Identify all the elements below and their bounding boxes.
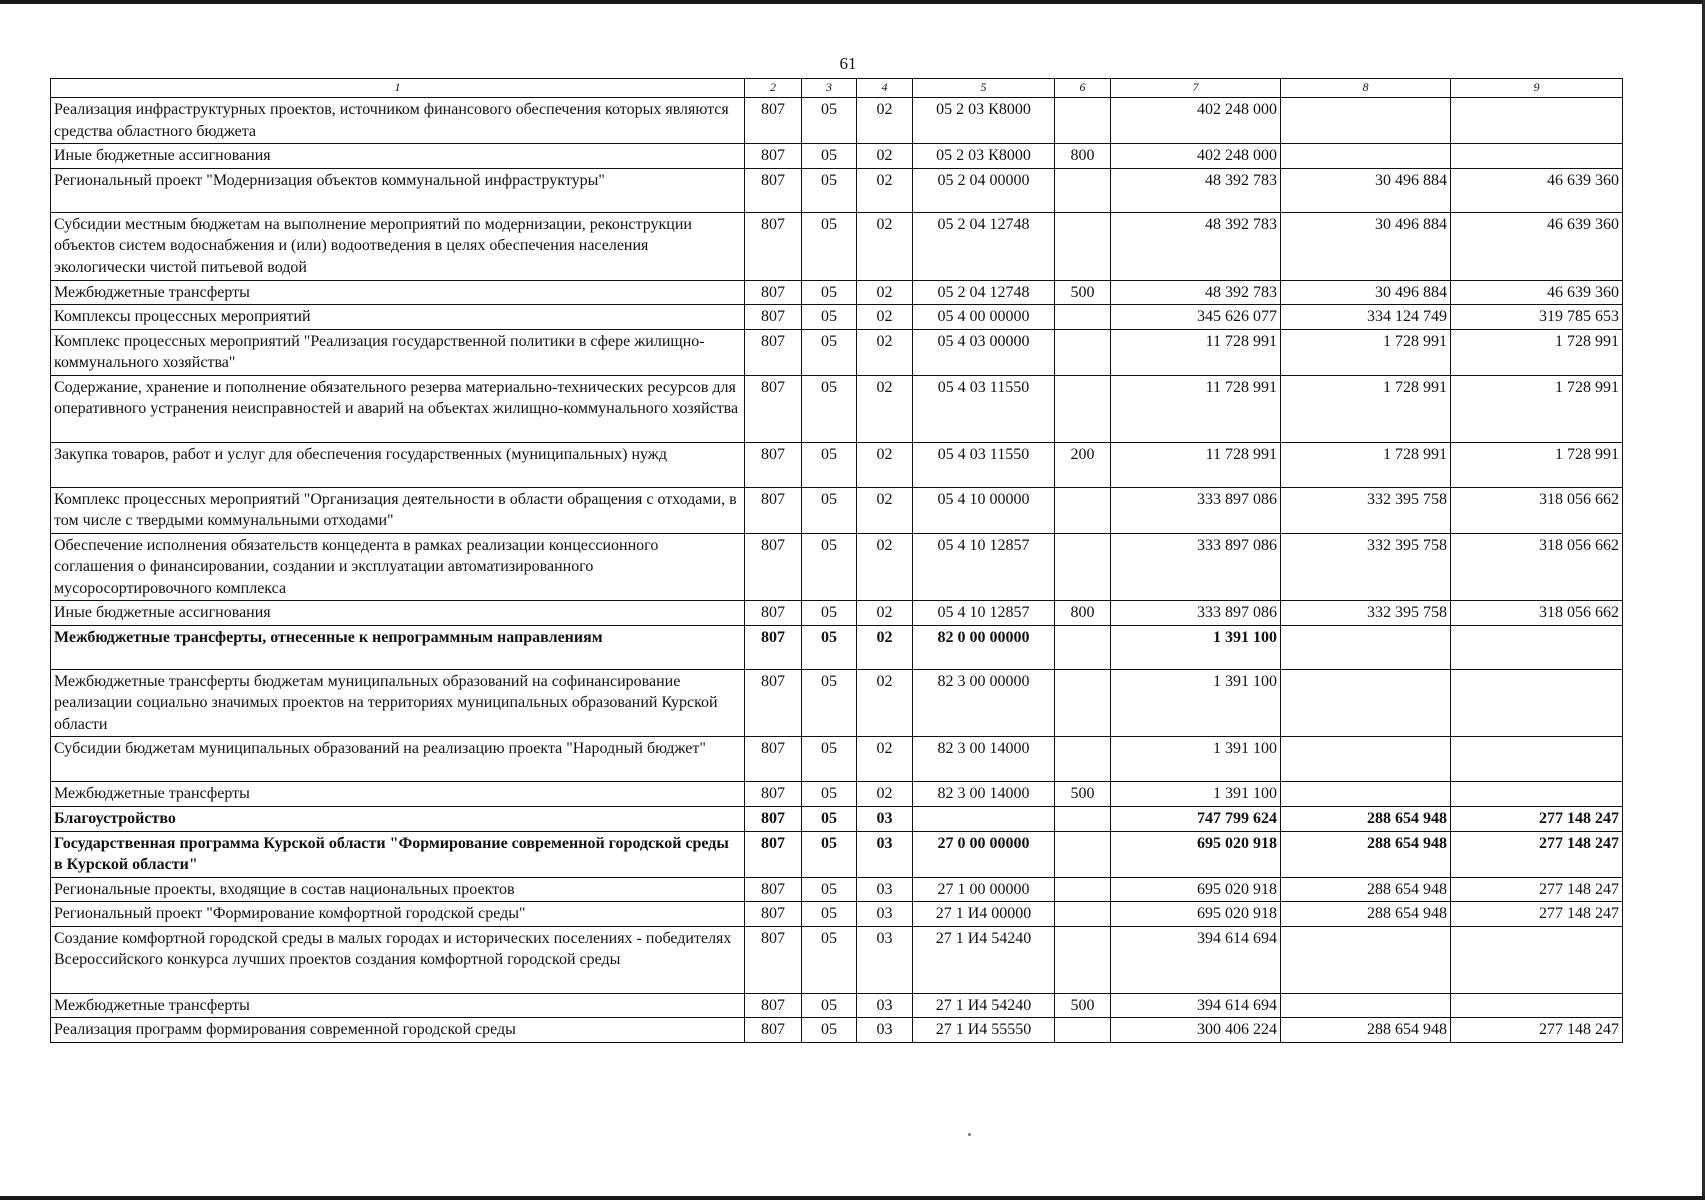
amount-year-1: 695 020 918 xyxy=(1111,831,1281,877)
row-name: Межбюджетные трансферты, отнесенные к непрограммным направлениям xyxy=(51,625,745,669)
admin-code: 807 xyxy=(745,782,802,807)
row-name: Содержание, хранение и пополнение обязательного резерва материально-технических ресурсов для оперативного устранения неисправностей и аварий на объектах жилищно-коммунального хозяйства xyxy=(51,375,745,442)
target-article-code: 05 4 10 00000 xyxy=(913,487,1055,533)
table-row xyxy=(51,98,1623,144)
subsection-code: 02 xyxy=(857,487,913,533)
expense-type-code xyxy=(1055,877,1111,902)
amount-year-1: 11 728 991 xyxy=(1111,329,1281,375)
expense-type-code xyxy=(1055,806,1111,831)
amount-year-2 xyxy=(1281,926,1451,993)
target-article-code: 27 0 00 00000 xyxy=(913,831,1055,877)
admin-code: 807 xyxy=(745,98,802,144)
column-number: 4 xyxy=(857,79,913,98)
target-article-code: 05 4 03 11550 xyxy=(913,375,1055,442)
amount-year-3: 1 728 991 xyxy=(1451,375,1623,442)
amount-year-2: 30 496 884 xyxy=(1281,280,1451,305)
row-name: Обеспечение исполнения обязательств концедента в рамках реализации концессионного соглашения о финансировании, создании и эксплуатации автоматизированного мусоросортировочного комплекса xyxy=(51,533,745,601)
scan-speck xyxy=(968,1133,971,1136)
row-name: Иные бюджетные ассигнования xyxy=(51,601,745,626)
section-code: 05 xyxy=(802,831,857,877)
amount-year-1: 11 728 991 xyxy=(1111,375,1281,442)
admin-code: 807 xyxy=(745,806,802,831)
admin-code: 807 xyxy=(745,280,802,305)
section-code: 05 xyxy=(802,926,857,993)
column-number: 2 xyxy=(745,79,802,98)
column-number-row xyxy=(51,79,1623,98)
amount-year-3: 318 056 662 xyxy=(1451,533,1623,601)
admin-code: 807 xyxy=(745,487,802,533)
column-number: 8 xyxy=(1281,79,1451,98)
target-article-code: 27 1 И4 54240 xyxy=(913,926,1055,993)
amount-year-3: 1 728 991 xyxy=(1451,442,1623,487)
amount-year-2 xyxy=(1281,669,1451,737)
amount-year-1: 695 020 918 xyxy=(1111,902,1281,927)
target-article-code: 05 2 04 00000 xyxy=(913,168,1055,212)
row-name: Межбюджетные трансферты xyxy=(51,782,745,807)
section-code: 05 xyxy=(802,329,857,375)
amount-year-1: 394 614 694 xyxy=(1111,993,1281,1018)
target-article-code: 05 2 04 12748 xyxy=(913,280,1055,305)
scan-edge-bottom xyxy=(0,1196,1705,1200)
subsection-code: 03 xyxy=(857,926,913,993)
amount-year-2: 288 654 948 xyxy=(1281,902,1451,927)
target-article-code: 05 2 03 К8000 xyxy=(913,144,1055,169)
table-row xyxy=(51,669,1623,737)
amount-year-3: 277 148 247 xyxy=(1451,902,1623,927)
section-code: 05 xyxy=(802,877,857,902)
subsection-code: 02 xyxy=(857,737,913,782)
subsection-code: 02 xyxy=(857,782,913,807)
amount-year-2: 288 654 948 xyxy=(1281,806,1451,831)
section-code: 05 xyxy=(802,806,857,831)
table-row xyxy=(51,806,1623,831)
expense-type-code xyxy=(1055,926,1111,993)
admin-code: 807 xyxy=(745,144,802,169)
amount-year-1: 402 248 000 xyxy=(1111,144,1281,169)
amount-year-1: 333 897 086 xyxy=(1111,487,1281,533)
target-article-code: 05 4 03 11550 xyxy=(913,442,1055,487)
subsection-code: 03 xyxy=(857,831,913,877)
target-article-code: 82 3 00 14000 xyxy=(913,737,1055,782)
expense-type-code xyxy=(1055,1018,1111,1043)
admin-code: 807 xyxy=(745,305,802,330)
subsection-code: 02 xyxy=(857,168,913,212)
amount-year-2: 1 728 991 xyxy=(1281,329,1451,375)
row-name: Субсидии бюджетам муниципальных образований на реализацию проекта "Народный бюджет" xyxy=(51,737,745,782)
subsection-code: 03 xyxy=(857,1018,913,1043)
amount-year-2: 30 496 884 xyxy=(1281,168,1451,212)
expense-type-code: 800 xyxy=(1055,144,1111,169)
amount-year-1: 11 728 991 xyxy=(1111,442,1281,487)
subsection-code: 02 xyxy=(857,98,913,144)
column-number: 3 xyxy=(802,79,857,98)
subsection-code: 03 xyxy=(857,902,913,927)
amount-year-3: 277 148 247 xyxy=(1451,1018,1623,1043)
target-article-code: 05 4 10 12857 xyxy=(913,601,1055,626)
expense-type-code xyxy=(1055,168,1111,212)
expense-type-code: 200 xyxy=(1055,442,1111,487)
subsection-code: 02 xyxy=(857,305,913,330)
target-article-code: 05 2 03 К8000 xyxy=(913,98,1055,144)
amount-year-3 xyxy=(1451,669,1623,737)
section-code: 05 xyxy=(802,601,857,626)
table-row xyxy=(51,601,1623,626)
amount-year-3 xyxy=(1451,144,1623,169)
table-row xyxy=(51,375,1623,442)
admin-code: 807 xyxy=(745,442,802,487)
expense-type-code: 500 xyxy=(1055,782,1111,807)
amount-year-3: 277 148 247 xyxy=(1451,877,1623,902)
admin-code: 807 xyxy=(745,212,802,280)
amount-year-3 xyxy=(1451,737,1623,782)
section-code: 05 xyxy=(802,1018,857,1043)
table-row xyxy=(51,144,1623,169)
column-number: 1 xyxy=(51,79,745,98)
amount-year-2: 332 395 758 xyxy=(1281,487,1451,533)
admin-code: 807 xyxy=(745,669,802,737)
target-article-code xyxy=(913,806,1055,831)
amount-year-2: 332 395 758 xyxy=(1281,601,1451,626)
section-code: 05 xyxy=(802,442,857,487)
amount-year-2: 288 654 948 xyxy=(1281,1018,1451,1043)
subsection-code: 03 xyxy=(857,806,913,831)
target-article-code: 05 4 03 00000 xyxy=(913,329,1055,375)
subsection-code: 02 xyxy=(857,669,913,737)
column-number: 5 xyxy=(913,79,1055,98)
section-code: 05 xyxy=(802,993,857,1018)
row-name: Межбюджетные трансферты xyxy=(51,280,745,305)
row-name: Реализация программ формирования современной городской среды xyxy=(51,1018,745,1043)
subsection-code: 02 xyxy=(857,625,913,669)
admin-code: 807 xyxy=(745,375,802,442)
table-body xyxy=(51,79,1623,1043)
subsection-code: 02 xyxy=(857,375,913,442)
subsection-code: 02 xyxy=(857,329,913,375)
admin-code: 807 xyxy=(745,625,802,669)
subsection-code: 02 xyxy=(857,280,913,305)
row-name: Государственная программа Курской области "Формирование современной городской среды в Курской области" xyxy=(51,831,745,877)
amount-year-3 xyxy=(1451,98,1623,144)
subsection-code: 03 xyxy=(857,877,913,902)
table-row xyxy=(51,625,1623,669)
table-row xyxy=(51,212,1623,280)
row-name: Региональные проекты, входящие в состав национальных проектов xyxy=(51,877,745,902)
expense-type-code: 800 xyxy=(1055,601,1111,626)
amount-year-2: 332 395 758 xyxy=(1281,533,1451,601)
amount-year-3: 277 148 247 xyxy=(1451,806,1623,831)
amount-year-1: 695 020 918 xyxy=(1111,877,1281,902)
table-row xyxy=(51,737,1623,782)
column-number: 7 xyxy=(1111,79,1281,98)
admin-code: 807 xyxy=(745,902,802,927)
target-article-code: 27 1 00 00000 xyxy=(913,877,1055,902)
section-code: 05 xyxy=(802,212,857,280)
row-name: Благоустройство xyxy=(51,806,745,831)
expense-type-code: 500 xyxy=(1055,993,1111,1018)
amount-year-2 xyxy=(1281,737,1451,782)
amount-year-1: 333 897 086 xyxy=(1111,533,1281,601)
subsection-code: 02 xyxy=(857,601,913,626)
amount-year-2: 1 728 991 xyxy=(1281,375,1451,442)
table-row xyxy=(51,877,1623,902)
expense-type-code xyxy=(1055,902,1111,927)
amount-year-3: 1 728 991 xyxy=(1451,329,1623,375)
amount-year-2 xyxy=(1281,993,1451,1018)
row-name: Комплекс процессных мероприятий "Реализация государственной политики в сфере жилищно-коммунального хозяйства" xyxy=(51,329,745,375)
amount-year-1: 48 392 783 xyxy=(1111,168,1281,212)
section-code: 05 xyxy=(802,144,857,169)
admin-code: 807 xyxy=(745,601,802,626)
section-code: 05 xyxy=(802,487,857,533)
amount-year-3: 319 785 653 xyxy=(1451,305,1623,330)
amount-year-1: 1 391 100 xyxy=(1111,782,1281,807)
admin-code: 807 xyxy=(745,737,802,782)
row-name: Комплексы процессных мероприятий xyxy=(51,305,745,330)
row-name: Создание комфортной городской среды в малых городах и исторических поселениях - победителях Всероссийского конкурса лучших проектов создания комфортной городской среды xyxy=(51,926,745,993)
amount-year-1: 1 391 100 xyxy=(1111,669,1281,737)
expense-type-code xyxy=(1055,98,1111,144)
subsection-code: 02 xyxy=(857,144,913,169)
subsection-code: 03 xyxy=(857,993,913,1018)
amount-year-3 xyxy=(1451,993,1623,1018)
expense-type-code xyxy=(1055,305,1111,330)
table-row xyxy=(51,782,1623,807)
table-row xyxy=(51,1018,1623,1043)
row-name: Субсидии местным бюджетам на выполнение мероприятий по модернизации, реконструкции объектов систем водоснабжения и (или) водоотведения в целях обеспечения населения экологически чистой питьевой водой xyxy=(51,212,745,280)
target-article-code: 27 1 И4 55550 xyxy=(913,1018,1055,1043)
section-code: 05 xyxy=(802,782,857,807)
expense-type-code xyxy=(1055,669,1111,737)
target-article-code: 05 2 04 12748 xyxy=(913,212,1055,280)
row-name: Региональный проект "Модернизация объектов коммунальной инфраструктуры" xyxy=(51,168,745,212)
admin-code: 807 xyxy=(745,533,802,601)
amount-year-2 xyxy=(1281,782,1451,807)
target-article-code: 27 1 И4 54240 xyxy=(913,993,1055,1018)
column-number: 6 xyxy=(1055,79,1111,98)
amount-year-1: 345 626 077 xyxy=(1111,305,1281,330)
expense-type-code: 500 xyxy=(1055,280,1111,305)
row-name: Закупка товаров, работ и услуг для обеспечения государственных (муниципальных) нужд xyxy=(51,442,745,487)
table-row xyxy=(51,305,1623,330)
table-row xyxy=(51,533,1623,601)
table-row xyxy=(51,329,1623,375)
expense-type-code xyxy=(1055,375,1111,442)
section-code: 05 xyxy=(802,305,857,330)
table-row xyxy=(51,487,1623,533)
row-name: Реализация инфраструктурных проектов, источником финансового обеспечения которых являются средства областного бюджета xyxy=(51,98,745,144)
expense-type-code xyxy=(1055,533,1111,601)
admin-code: 807 xyxy=(745,831,802,877)
amount-year-1: 402 248 000 xyxy=(1111,98,1281,144)
table-row xyxy=(51,926,1623,993)
amount-year-1: 300 406 224 xyxy=(1111,1018,1281,1043)
page-number: 61 xyxy=(839,54,857,73)
admin-code: 807 xyxy=(745,168,802,212)
table-row xyxy=(51,280,1623,305)
amount-year-2: 1 728 991 xyxy=(1281,442,1451,487)
amount-year-3 xyxy=(1451,782,1623,807)
admin-code: 807 xyxy=(745,877,802,902)
budget-table xyxy=(50,78,1623,1043)
amount-year-1: 394 614 694 xyxy=(1111,926,1281,993)
amount-year-1: 747 799 624 xyxy=(1111,806,1281,831)
amount-year-3 xyxy=(1451,625,1623,669)
amount-year-3: 46 639 360 xyxy=(1451,280,1623,305)
amount-year-3: 318 056 662 xyxy=(1451,601,1623,626)
expense-type-code xyxy=(1055,487,1111,533)
target-article-code: 05 4 00 00000 xyxy=(913,305,1055,330)
target-article-code: 82 3 00 14000 xyxy=(913,782,1055,807)
table-row xyxy=(51,168,1623,212)
admin-code: 807 xyxy=(745,993,802,1018)
table-row xyxy=(51,993,1623,1018)
admin-code: 807 xyxy=(745,329,802,375)
amount-year-1: 1 391 100 xyxy=(1111,625,1281,669)
row-name: Комплекс процессных мероприятий "Организация деятельности в области обращения с отходами, в том числе с твердыми коммунальными отходами" xyxy=(51,487,745,533)
amount-year-2: 288 654 948 xyxy=(1281,877,1451,902)
amount-year-2 xyxy=(1281,144,1451,169)
target-article-code: 82 3 00 00000 xyxy=(913,669,1055,737)
amount-year-1: 333 897 086 xyxy=(1111,601,1281,626)
table-row xyxy=(51,442,1623,487)
amount-year-2 xyxy=(1281,98,1451,144)
expense-type-code xyxy=(1055,329,1111,375)
section-code: 05 xyxy=(802,533,857,601)
amount-year-3: 318 056 662 xyxy=(1451,487,1623,533)
section-code: 05 xyxy=(802,375,857,442)
expense-type-code xyxy=(1055,212,1111,280)
amount-year-1: 48 392 783 xyxy=(1111,280,1281,305)
subsection-code: 02 xyxy=(857,212,913,280)
subsection-code: 02 xyxy=(857,533,913,601)
amount-year-2: 288 654 948 xyxy=(1281,831,1451,877)
expense-type-code xyxy=(1055,737,1111,782)
section-code: 05 xyxy=(802,902,857,927)
expense-type-code xyxy=(1055,831,1111,877)
section-code: 05 xyxy=(802,280,857,305)
target-article-code: 27 1 И4 00000 xyxy=(913,902,1055,927)
section-code: 05 xyxy=(802,98,857,144)
target-article-code: 05 4 10 12857 xyxy=(913,533,1055,601)
amount-year-3: 277 148 247 xyxy=(1451,831,1623,877)
expense-type-code xyxy=(1055,625,1111,669)
amount-year-2: 334 124 749 xyxy=(1281,305,1451,330)
amount-year-3 xyxy=(1451,926,1623,993)
admin-code: 807 xyxy=(745,1018,802,1043)
column-number: 9 xyxy=(1451,79,1623,98)
admin-code: 807 xyxy=(745,926,802,993)
amount-year-3: 46 639 360 xyxy=(1451,168,1623,212)
amount-year-2: 30 496 884 xyxy=(1281,212,1451,280)
amount-year-1: 48 392 783 xyxy=(1111,212,1281,280)
row-name: Иные бюджетные ассигнования xyxy=(51,144,745,169)
row-name: Межбюджетные трансферты бюджетам муниципальных образований на софинансирование реализации социально значимых проектов на территориях муниципальных образований Курской области xyxy=(51,669,745,737)
row-name: Региональный проект "Формирование комфортной городской среды" xyxy=(51,902,745,927)
subsection-code: 02 xyxy=(857,442,913,487)
amount-year-1: 1 391 100 xyxy=(1111,737,1281,782)
section-code: 05 xyxy=(802,625,857,669)
target-article-code: 82 0 00 00000 xyxy=(913,625,1055,669)
section-code: 05 xyxy=(802,737,857,782)
section-code: 05 xyxy=(802,168,857,212)
table-row xyxy=(51,902,1623,927)
row-name: Межбюджетные трансферты xyxy=(51,993,745,1018)
section-code: 05 xyxy=(802,669,857,737)
amount-year-2 xyxy=(1281,625,1451,669)
amount-year-3: 46 639 360 xyxy=(1451,212,1623,280)
table-row xyxy=(51,831,1623,877)
scan-edge-top xyxy=(0,0,1705,4)
